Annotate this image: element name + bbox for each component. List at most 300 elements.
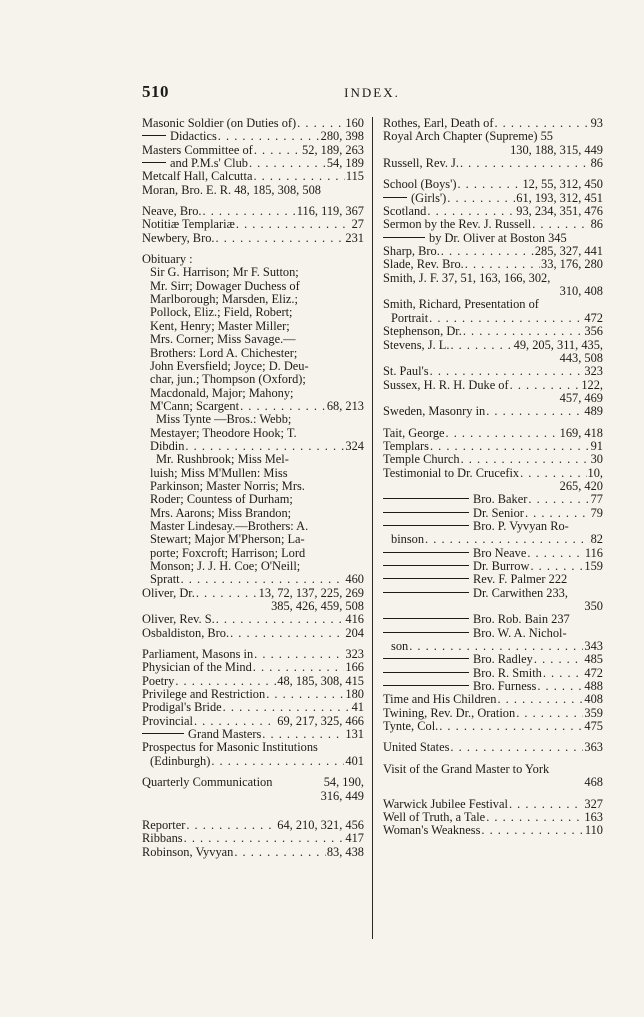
index-entry-text: Russell, Rev. J. bbox=[383, 157, 459, 171]
index-entry bbox=[142, 573, 364, 586]
index-entry-text: Dibdin bbox=[150, 439, 185, 453]
index-entry bbox=[383, 157, 603, 170]
index-page-refs: 359 bbox=[584, 706, 603, 720]
index-entry bbox=[142, 493, 364, 506]
index-entry-text: Bro. Rob. Bain 237 bbox=[473, 613, 570, 627]
index-continuation bbox=[142, 600, 364, 613]
index-entry bbox=[383, 798, 603, 811]
index-entry-text: Well of Truth, a Tale bbox=[383, 810, 486, 824]
dot-leader bbox=[236, 218, 351, 231]
index-entry bbox=[142, 832, 364, 845]
dot-leader bbox=[262, 728, 344, 741]
index-continuation bbox=[383, 392, 603, 405]
index-page-refs: 131 bbox=[345, 728, 364, 742]
dot-leader bbox=[240, 400, 326, 413]
index-entry-text: Ribbans bbox=[142, 832, 183, 846]
section-gap bbox=[142, 197, 364, 205]
index-entry-text: Stevens, J. L. bbox=[383, 338, 450, 352]
dot-leader bbox=[216, 613, 345, 626]
index-entry bbox=[142, 306, 364, 319]
index-entry-text: 130, 188, 315, 449 bbox=[510, 143, 603, 157]
index-page-refs: 231 bbox=[345, 231, 364, 245]
index-entry-text: Time and His Children bbox=[383, 693, 497, 707]
index-page-refs: 68, 213 bbox=[326, 399, 364, 413]
dot-leader bbox=[218, 130, 320, 143]
dot-leader bbox=[253, 170, 344, 183]
index-entry-text: Mr. Rushbrook; Miss Mel- bbox=[156, 453, 289, 467]
index-entry bbox=[383, 205, 603, 218]
dot-leader bbox=[460, 157, 590, 170]
ditto-dash bbox=[383, 565, 469, 566]
index-entry bbox=[142, 218, 364, 231]
index-entry bbox=[142, 333, 364, 346]
index-entry bbox=[142, 507, 364, 520]
index-entry bbox=[142, 400, 364, 413]
index-page-refs: 77 bbox=[590, 493, 603, 507]
index-entry bbox=[383, 467, 603, 480]
index-entry-text: Sussex, H. R. H. Duke of bbox=[383, 378, 509, 392]
ditto-dash bbox=[383, 578, 469, 579]
index-entry-text: 385, 426, 459, 508 bbox=[271, 600, 364, 614]
index-entry-text: M'Cann; Scargent bbox=[150, 399, 240, 413]
page-number: 510 bbox=[142, 82, 169, 101]
index-entry-text: Sweden, Masonry in bbox=[383, 405, 486, 419]
index-entry bbox=[383, 693, 603, 706]
section-gap bbox=[383, 790, 603, 798]
index-page-refs: 82 bbox=[590, 533, 603, 547]
index-entry-text: Physician of the Mind bbox=[142, 661, 252, 675]
index-entry-text: Bro. Baker bbox=[473, 493, 528, 507]
dot-leader bbox=[223, 701, 351, 714]
index-entry-text: Masonic Soldier (on Duties of) bbox=[142, 117, 297, 130]
index-page-refs: 86 bbox=[590, 218, 603, 232]
index-page-refs: 285, 327, 441 bbox=[534, 245, 603, 259]
index-entry-text: Master Lindesay.—Brothers: A. bbox=[150, 519, 309, 533]
index-entry bbox=[383, 627, 603, 640]
dot-leader bbox=[530, 560, 583, 573]
index-entry-text: Smith, Richard, Presentation of bbox=[383, 298, 539, 312]
index-page-refs: 408 bbox=[584, 693, 603, 707]
index-entry bbox=[142, 480, 364, 493]
index-entry bbox=[142, 117, 364, 130]
index-entry-text: Kent, Henry; Master Miller; bbox=[150, 319, 290, 333]
dot-leader bbox=[196, 587, 258, 600]
index-page-refs: 116, 119, 367 bbox=[296, 205, 364, 219]
index-entry bbox=[383, 232, 603, 245]
index-entry-text: Bro Neave bbox=[473, 546, 527, 560]
index-entry bbox=[383, 811, 603, 824]
index-page-refs: 83, 438 bbox=[326, 845, 364, 859]
index-entry-text: Scotland bbox=[383, 205, 427, 219]
index-entry-text: porte; Foxcroft; Harrison; Lord bbox=[150, 546, 306, 560]
dot-leader bbox=[481, 824, 583, 837]
index-page-refs: 93, 234, 351, 476 bbox=[516, 205, 603, 219]
index-continuation bbox=[383, 480, 603, 493]
index-page-refs: 159 bbox=[584, 560, 603, 573]
ditto-dash bbox=[383, 592, 469, 593]
index-entry-text: Mr. Sirr; Dowager Duchess of bbox=[150, 279, 300, 293]
dot-leader bbox=[254, 144, 301, 157]
index-entry-text: Bro. Furness bbox=[473, 680, 537, 694]
dot-leader bbox=[409, 640, 583, 653]
index-entry bbox=[142, 232, 364, 245]
index-entry bbox=[142, 520, 364, 533]
ditto-dash bbox=[383, 512, 469, 513]
index-entry bbox=[142, 427, 364, 440]
index-entry bbox=[142, 741, 364, 754]
index-entry bbox=[142, 467, 364, 480]
ditto-dash bbox=[142, 162, 166, 163]
index-entry bbox=[142, 675, 364, 688]
index-entry bbox=[383, 365, 603, 378]
index-page-refs: 160 bbox=[345, 117, 364, 130]
index-page-refs: 122, bbox=[581, 378, 603, 392]
index-entry-text: Grand Masters bbox=[188, 728, 262, 742]
index-entry-text: binson bbox=[391, 533, 425, 547]
index-entry bbox=[383, 258, 603, 271]
index-entry bbox=[383, 653, 603, 666]
index-entry bbox=[383, 763, 603, 776]
index-entry bbox=[142, 533, 364, 546]
index-page-refs: 327 bbox=[584, 797, 603, 811]
column-divider bbox=[372, 117, 373, 939]
index-entry bbox=[383, 720, 603, 733]
dot-leader bbox=[230, 627, 344, 640]
index-entry-text: Temple Church bbox=[383, 453, 460, 467]
ditto-dash bbox=[383, 498, 469, 499]
index-page-refs: 91 bbox=[590, 439, 603, 453]
dot-leader bbox=[520, 467, 586, 480]
dot-leader bbox=[253, 661, 345, 674]
index-page-refs: 280, 398 bbox=[320, 130, 364, 144]
index-entry-text: Marlborough; Marsden, Eliz.; bbox=[150, 293, 298, 307]
index-entry bbox=[383, 587, 603, 600]
dot-leader bbox=[494, 117, 589, 130]
index-entry-text: Tait, George bbox=[383, 426, 445, 440]
index-entry-text: son bbox=[391, 640, 409, 654]
section-gap bbox=[383, 170, 603, 178]
dot-leader bbox=[486, 405, 583, 418]
index-page-refs: 323 bbox=[584, 365, 603, 379]
dot-leader bbox=[537, 680, 583, 693]
index-entry bbox=[142, 360, 364, 373]
index-page-refs: 48, 185, 308, 415 bbox=[277, 674, 364, 688]
index-entry bbox=[383, 325, 603, 338]
index-entry-text: Sermon by the Rev. J. Russell bbox=[383, 218, 532, 232]
index-page-refs: 27 bbox=[351, 218, 364, 232]
index-entry bbox=[142, 205, 364, 218]
index-entry-text: Dr. Burrow bbox=[473, 560, 530, 573]
index-entry-text: Tynte, Col. bbox=[383, 720, 439, 734]
dot-leader bbox=[430, 365, 584, 378]
index-entry-text: United States bbox=[383, 741, 450, 755]
index-entry-text: Dr. Senior bbox=[473, 506, 524, 520]
index-entry bbox=[383, 245, 603, 258]
index-page-refs: 93 bbox=[590, 117, 603, 130]
ditto-dash bbox=[142, 135, 166, 136]
index-entry bbox=[142, 846, 364, 859]
index-entry-text: Slade, Rev. Bro. bbox=[383, 258, 464, 272]
index-entry bbox=[383, 707, 603, 720]
index-column-right bbox=[383, 117, 603, 838]
ditto-dash bbox=[383, 658, 469, 659]
index-entry bbox=[142, 266, 364, 279]
index-entry-text: Brothers: Lord A. Chichester; bbox=[150, 346, 298, 360]
index-entry-text: Smith, J. F. 37, 51, 163, 166, 302, bbox=[383, 271, 551, 285]
index-entry-text: 265, 420 bbox=[559, 479, 603, 493]
dot-leader bbox=[211, 755, 344, 768]
index-entry-text: Mestayer; Theodore Hook; T. bbox=[150, 426, 297, 440]
dot-leader bbox=[457, 178, 521, 191]
dot-leader bbox=[532, 218, 589, 231]
index-page-refs: 49, 205, 311, 435, bbox=[513, 338, 603, 352]
index-continuation bbox=[142, 790, 364, 803]
ditto-dash bbox=[383, 672, 469, 673]
index-entry-text: Privilege and Restriction bbox=[142, 688, 266, 702]
index-entry bbox=[142, 661, 364, 674]
index-page-refs: 416 bbox=[345, 613, 364, 627]
index-continuation bbox=[383, 776, 603, 789]
index-page-refs: 41 bbox=[351, 701, 364, 715]
index-page-refs: 110 bbox=[584, 824, 603, 838]
dot-leader bbox=[427, 205, 515, 218]
index-entry-text: 350 bbox=[584, 600, 603, 614]
section-gap bbox=[383, 733, 603, 741]
index-entry bbox=[142, 144, 364, 157]
index-entry bbox=[383, 560, 603, 573]
index-entry bbox=[383, 667, 603, 680]
index-entry bbox=[142, 440, 364, 453]
dot-leader bbox=[516, 707, 583, 720]
index-page-refs: 61, 193, 312, 451 bbox=[516, 191, 603, 205]
section-gap bbox=[383, 419, 603, 427]
index-entry bbox=[142, 293, 364, 306]
index-entry bbox=[142, 728, 364, 741]
index-entry bbox=[383, 339, 603, 352]
ditto-dash bbox=[383, 632, 469, 633]
index-page-refs: 10, bbox=[587, 466, 603, 480]
section-gap bbox=[142, 811, 364, 819]
index-entry bbox=[142, 755, 364, 768]
index-entry-text: Reporter bbox=[142, 818, 186, 832]
index-entry-text: Newbery, Bro. bbox=[142, 231, 215, 245]
index-entry bbox=[383, 613, 603, 626]
index-entry bbox=[383, 312, 603, 325]
index-entry-text: and P.M.s' Club bbox=[170, 157, 248, 171]
index-entry-text: Parkinson; Master Norris; Mrs. bbox=[150, 479, 305, 493]
dot-leader bbox=[184, 832, 345, 845]
index-entry bbox=[383, 453, 603, 466]
index-entry-text: Portrait bbox=[391, 311, 429, 325]
index-entry bbox=[383, 680, 603, 693]
dot-leader bbox=[249, 157, 326, 170]
index-entry-text: Oliver, Dr. bbox=[142, 586, 195, 600]
index-page-refs: 323 bbox=[345, 648, 364, 662]
dot-leader bbox=[297, 117, 344, 130]
index-entry bbox=[142, 280, 364, 293]
index-entry bbox=[142, 373, 364, 386]
index-entry-text: Mrs. Corner; Miss Savage.— bbox=[150, 333, 296, 347]
index-entry bbox=[142, 560, 364, 573]
index-entry-text: Pollock, Eliz.; Field, Robert; bbox=[150, 306, 293, 320]
index-entry bbox=[142, 547, 364, 560]
index-entry-text: Oliver, Rev. S. bbox=[142, 613, 215, 627]
index-page-refs: 475 bbox=[584, 720, 603, 734]
index-page-refs: 169, 418 bbox=[559, 426, 603, 440]
index-entry bbox=[142, 688, 364, 701]
index-entry-text: School (Boys') bbox=[383, 178, 457, 192]
index-entry-text: St. Paul's bbox=[383, 365, 429, 379]
dot-leader bbox=[497, 693, 583, 706]
index-page-refs: 485 bbox=[584, 653, 603, 667]
index-column-left bbox=[142, 117, 364, 859]
index-entry-text: Provincial bbox=[142, 714, 193, 728]
index-entry-text: Dr. Carwithen 233, bbox=[473, 586, 568, 600]
index-entry-text: Prospectus for Masonic Institutions bbox=[142, 741, 318, 755]
index-entry bbox=[142, 184, 364, 197]
index-entry-text: Neave, Bro. bbox=[142, 205, 202, 219]
ditto-dash bbox=[142, 733, 184, 734]
index-entry bbox=[383, 379, 603, 392]
dot-leader bbox=[194, 715, 276, 728]
dot-leader bbox=[185, 440, 344, 453]
index-entry bbox=[383, 405, 603, 418]
index-entry-text: Stewart; Major M'Pherson; La- bbox=[150, 533, 305, 547]
index-page-refs: 180 bbox=[345, 688, 364, 702]
index-entry bbox=[142, 453, 364, 466]
dot-leader bbox=[425, 533, 590, 546]
index-entry bbox=[383, 218, 603, 231]
index-entry-text: Parliament, Masons in bbox=[142, 648, 254, 662]
index-page-refs: 116 bbox=[584, 546, 603, 560]
index-entry-text: Woman's Weakness bbox=[383, 824, 481, 838]
index-page-refs: 115 bbox=[345, 170, 364, 184]
index-entry bbox=[142, 715, 364, 728]
index-page-refs: 472 bbox=[584, 311, 603, 325]
dot-leader bbox=[181, 573, 345, 586]
dot-leader bbox=[441, 245, 534, 258]
index-entry bbox=[142, 387, 364, 400]
index-entry-text: (Edinburgh) bbox=[150, 754, 211, 768]
dot-leader bbox=[461, 453, 590, 466]
dot-leader bbox=[186, 819, 276, 832]
index-entry bbox=[142, 819, 364, 832]
index-entry bbox=[383, 533, 603, 546]
index-entry bbox=[383, 640, 603, 653]
index-entry bbox=[142, 170, 364, 183]
page-header bbox=[142, 82, 602, 106]
index-entry-text: Bro. R. Smith bbox=[473, 666, 542, 680]
page-title: INDEX. bbox=[344, 85, 400, 100]
dot-leader bbox=[216, 232, 345, 245]
ditto-dash bbox=[383, 525, 469, 526]
ditto-dash bbox=[383, 237, 425, 238]
index-page-refs: 343 bbox=[584, 640, 603, 654]
ditto-dash bbox=[383, 618, 469, 619]
dot-leader bbox=[534, 653, 584, 666]
index-entry bbox=[142, 613, 364, 626]
index-entry bbox=[142, 130, 364, 143]
dot-leader bbox=[486, 811, 583, 824]
dot-leader bbox=[450, 741, 583, 754]
dot-leader bbox=[429, 312, 583, 325]
index-continuation bbox=[383, 285, 603, 298]
section-gap bbox=[142, 245, 364, 253]
index-page-refs: 163 bbox=[584, 810, 603, 824]
index-entry bbox=[383, 573, 603, 586]
index-page-refs: 69, 217, 325, 466 bbox=[277, 714, 364, 728]
section-gap bbox=[142, 803, 364, 811]
index-page-refs: 417 bbox=[345, 832, 364, 846]
index-entry bbox=[383, 547, 603, 560]
index-entry-text: 310, 408 bbox=[559, 285, 603, 299]
index-entry bbox=[142, 413, 364, 426]
section-gap bbox=[142, 640, 364, 648]
index-entry-text: Monson; J. J. H. Coe; O'Neill; bbox=[150, 560, 301, 573]
index-page-refs: 488 bbox=[584, 680, 603, 694]
index-page-refs: 489 bbox=[584, 405, 603, 419]
index-entry bbox=[383, 493, 603, 506]
index-page-refs: 204 bbox=[345, 626, 364, 640]
dot-leader bbox=[510, 379, 581, 392]
index-page-refs: 166 bbox=[345, 661, 364, 675]
dot-leader bbox=[543, 667, 584, 680]
index-page-refs: 79 bbox=[590, 506, 603, 520]
index-continuation bbox=[383, 144, 603, 157]
dot-leader bbox=[439, 720, 583, 733]
index-entry-text: 316, 449 bbox=[320, 789, 364, 803]
index-entry-text: Prodigal's Bride bbox=[142, 701, 222, 715]
ditto-dash bbox=[383, 552, 469, 553]
index-entry bbox=[383, 507, 603, 520]
index-entry-text: Templars bbox=[383, 439, 429, 453]
index-entry-text: Mrs. Aarons; Miss Brandon; bbox=[150, 506, 292, 520]
ditto-dash bbox=[383, 685, 469, 686]
index-entry bbox=[142, 253, 364, 266]
section-gap bbox=[142, 768, 364, 776]
index-entry bbox=[383, 298, 603, 311]
index-entry-text: by Dr. Oliver at Boston 345 bbox=[429, 231, 567, 245]
index-entry bbox=[142, 627, 364, 640]
index-entry bbox=[383, 192, 603, 205]
index-entry bbox=[383, 440, 603, 453]
index-page-refs: 324 bbox=[345, 439, 364, 453]
section-gap bbox=[383, 755, 603, 763]
index-entry-text: 443, 508 bbox=[559, 351, 603, 365]
index-entry bbox=[142, 701, 364, 714]
index-entry-text: Robinson, Vyvyan bbox=[142, 845, 234, 859]
index-entry-text: Moran, Bro. E. R. 48, 185, 308, 508 bbox=[142, 183, 321, 197]
dot-leader bbox=[465, 258, 540, 271]
index-page-refs: 33, 176, 280 bbox=[541, 258, 603, 272]
dot-leader bbox=[266, 688, 344, 701]
index-entry bbox=[383, 130, 603, 143]
index-entry-text: Macdonald, Major; Mahony; bbox=[150, 386, 294, 400]
dot-leader bbox=[203, 205, 296, 218]
index-entry bbox=[142, 320, 364, 333]
index-entry-text: Bro. W. A. Nichol- bbox=[473, 626, 567, 640]
index-entry-text: (Girls') bbox=[411, 191, 447, 205]
index-entry-text: Masters Committee of bbox=[142, 143, 253, 157]
dot-leader bbox=[450, 339, 512, 352]
index-entry-text: John Eversfield; Joyce; D. Deu- bbox=[150, 359, 309, 373]
dot-leader bbox=[446, 427, 559, 440]
index-page-refs: 460 bbox=[345, 573, 364, 587]
index-entry-text: 468 bbox=[584, 776, 603, 790]
index-entry-text: Miss Tynte —Bros.: Webb; bbox=[156, 413, 292, 427]
index-entry bbox=[142, 347, 364, 360]
dot-leader bbox=[527, 547, 584, 560]
